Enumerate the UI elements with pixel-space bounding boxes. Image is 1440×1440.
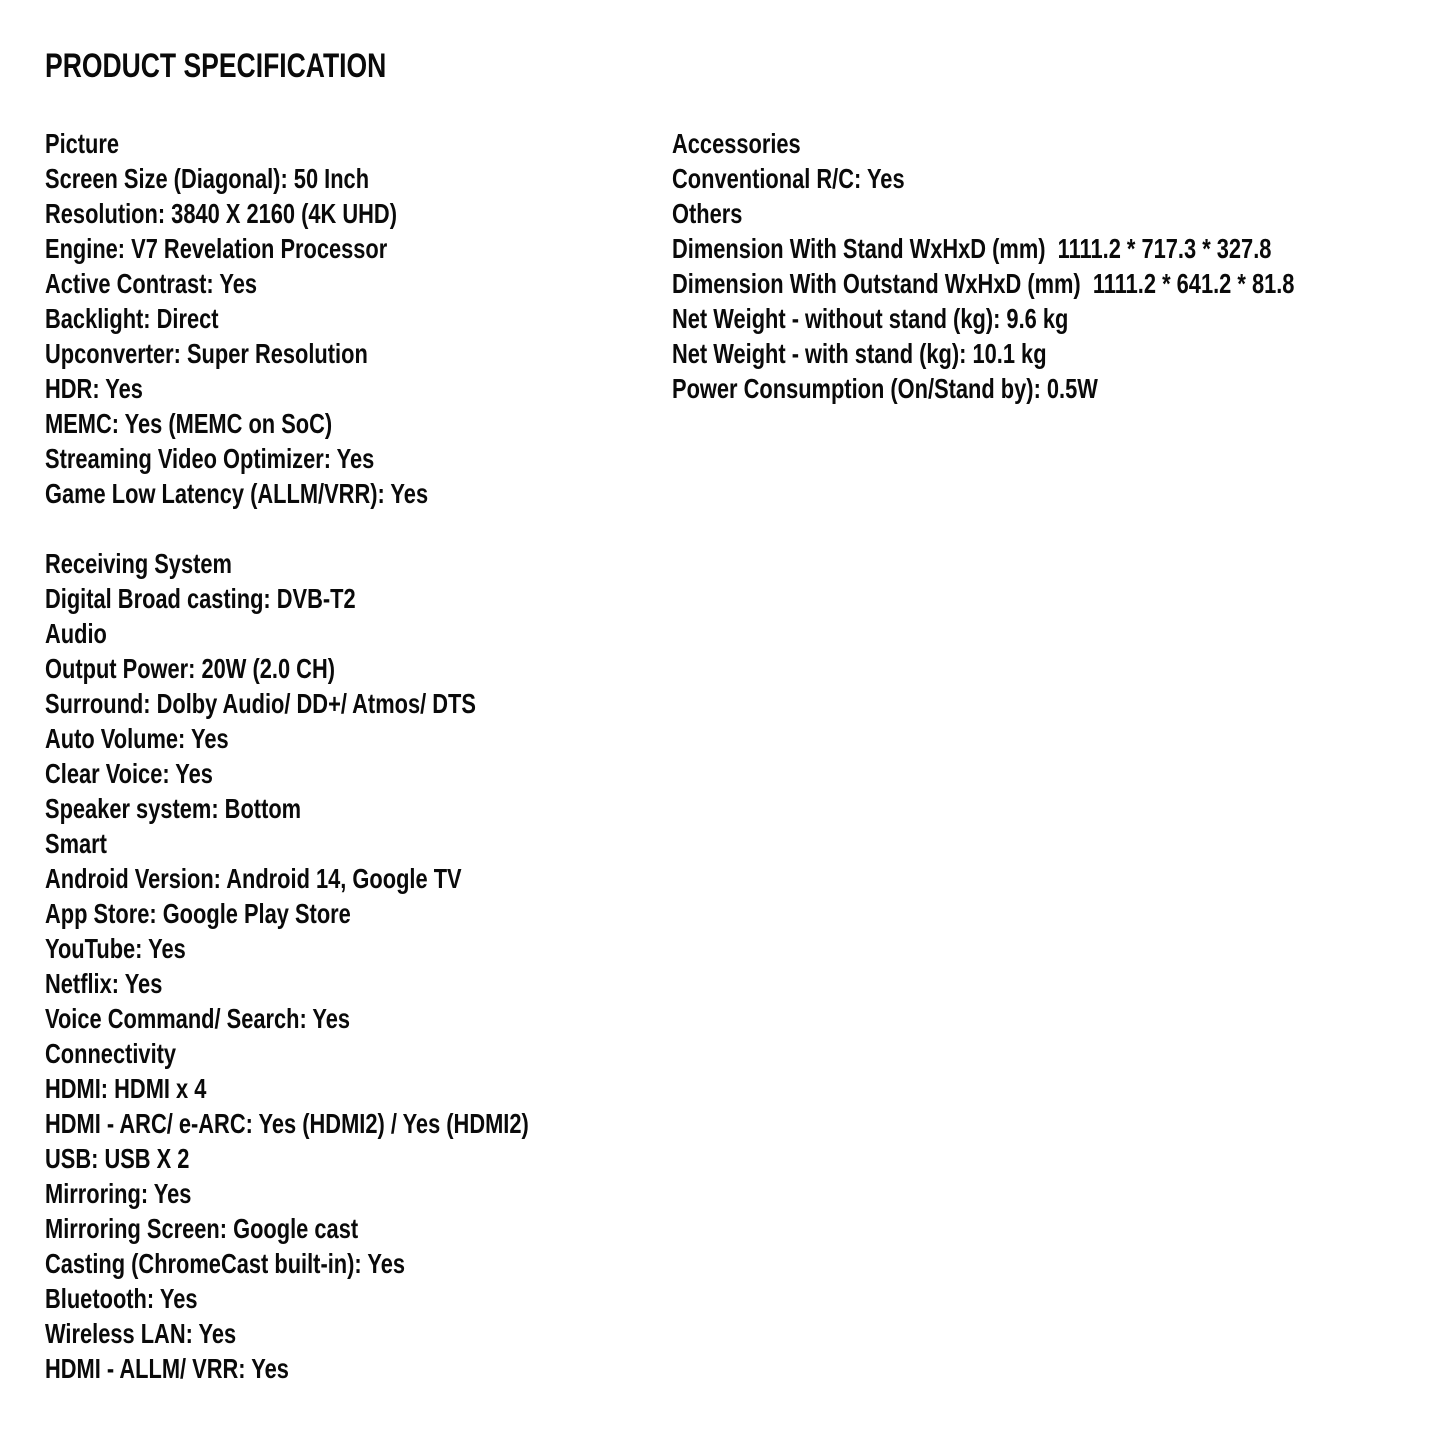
spec-block [45, 126, 665, 511]
spec-line: Active Contrast: Yes [45, 268, 258, 299]
spec-line: Mirroring Screen: Google cast [45, 1213, 359, 1244]
spec-line: Game Low Latency (ALLM/VRR): Yes [45, 478, 429, 509]
spec-line: Connectivity [45, 1038, 177, 1069]
spec-line: App Store: Google Play Store [45, 898, 351, 929]
spec-line: Netflix: Yes [45, 968, 163, 999]
spec-line: Net Weight - without stand (kg): 9.6 kg [672, 303, 1069, 334]
spec-column-right [672, 126, 1440, 406]
spec-line: Voice Command/ Search: Yes [45, 1003, 351, 1034]
spec-line: Backlight: Direct [45, 303, 219, 334]
spec-line: Dimension With Stand WxHxD (mm) 1111.2 * 717.3 * 327.8 [672, 233, 1272, 264]
spec-line: HDR: Yes [45, 373, 143, 404]
spec-line: Android Version: Android 14, Google TV [45, 863, 462, 894]
spec-line: Power Consumption (On/Stand by): 0.5W [672, 373, 1098, 404]
spec-line: Dimension With Outstand WxHxD (mm) 1111.2 * 641.2 * 81.8 [672, 268, 1295, 299]
spec-line: Audio [45, 618, 107, 649]
spec-line: Picture [45, 128, 120, 159]
spec-line: Smart [45, 828, 107, 859]
spec-line: Clear Voice: Yes [45, 758, 213, 789]
spec-line: Digital Broad casting: DVB-T2 [45, 583, 356, 614]
spec-line: Bluetooth: Yes [45, 1283, 198, 1314]
spec-line: Surround: Dolby Audio/ DD+/ Atmos/ DTS [45, 688, 476, 719]
spec-line: Engine: V7 Revelation Processor [45, 233, 388, 264]
spec-line: Receiving System [45, 548, 232, 579]
spec-line: Net Weight - with stand (kg): 10.1 kg [672, 338, 1047, 369]
spec-line: Conventional R/C: Yes [672, 163, 905, 194]
spec-line: Upconverter: Super Resolution [45, 338, 368, 369]
spec-line: Resolution: 3840 X 2160 (4K UHD) [45, 198, 397, 229]
spec-line: Screen Size (Diagonal): 50 Inch [45, 163, 370, 194]
spec-line: MEMC: Yes (MEMC on SoC) [45, 408, 333, 439]
spec-line: HDMI - ALLM/ VRR: Yes [45, 1353, 289, 1384]
spec-line: Casting (ChromeCast built-in): Yes [45, 1248, 406, 1279]
spec-column-left [45, 126, 665, 1386]
spec-line: Output Power: 20W (2.0 CH) [45, 653, 336, 684]
spec-line: Others [672, 198, 743, 229]
spec-line: Auto Volume: Yes [45, 723, 229, 754]
spec-line: Accessories [672, 128, 801, 159]
spec-line: HDMI: HDMI x 4 [45, 1073, 207, 1104]
spec-line: Wireless LAN: Yes [45, 1318, 237, 1349]
spec-block [45, 546, 665, 1386]
spec-line: Mirroring: Yes [45, 1178, 192, 1209]
page-title: PRODUCT SPECIFICATION [45, 47, 387, 85]
spec-line: HDMI - ARC/ e-ARC: Yes (HDMI2) / Yes (HDMI2) [45, 1108, 529, 1139]
spec-block [672, 126, 1440, 406]
spec-line: Speaker system: Bottom [45, 793, 302, 824]
spec-line: Streaming Video Optimizer: Yes [45, 443, 375, 474]
spec-line: YouTube: Yes [45, 933, 186, 964]
spec-line: USB: USB X 2 [45, 1143, 190, 1174]
